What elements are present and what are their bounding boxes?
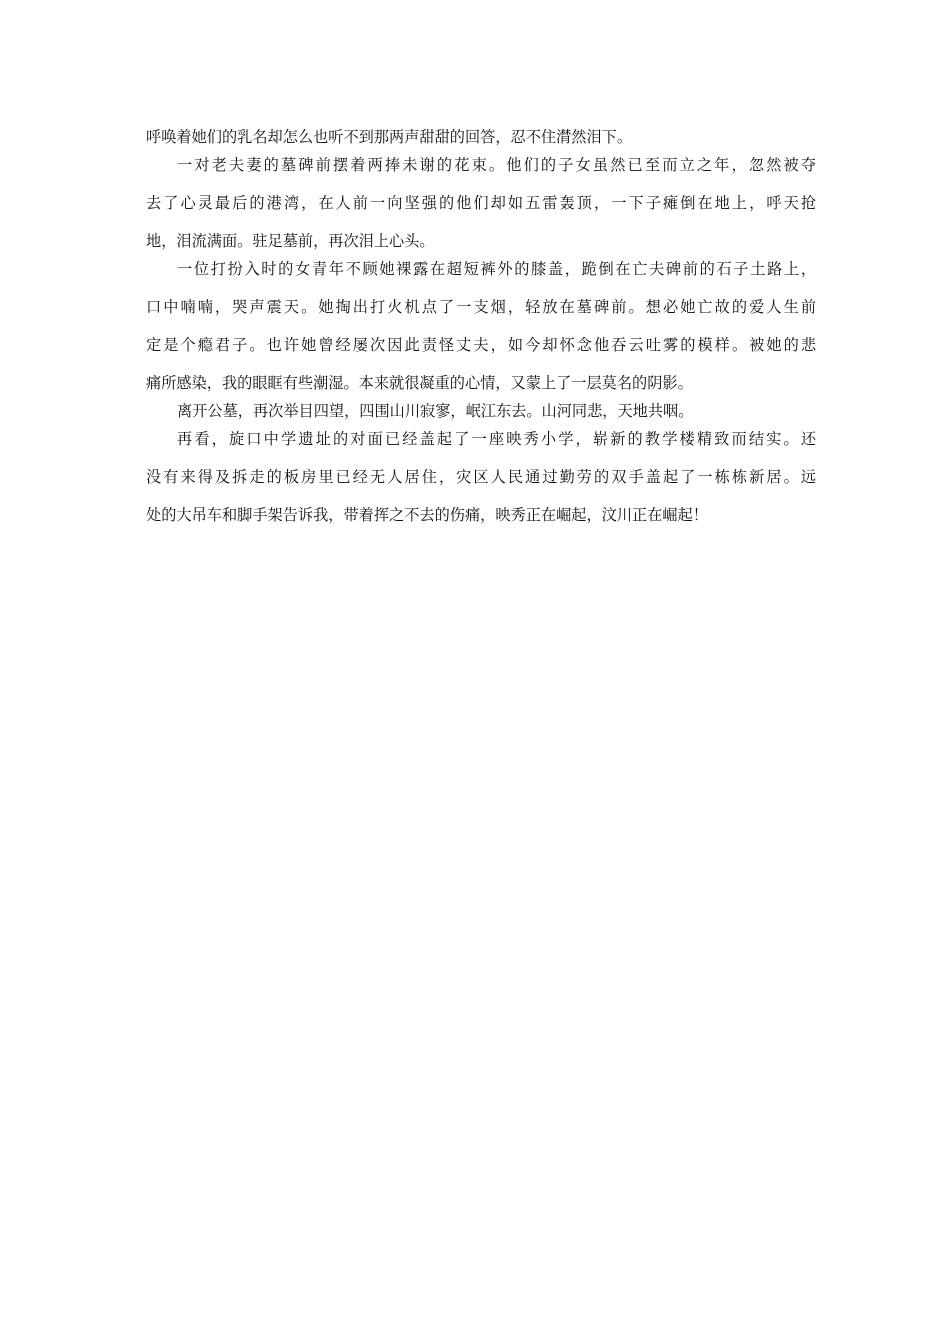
paragraph-line: 一对老夫妻的墓碑前摆着两捧未谢的花束。他们的子女虽然已至而立之年，忽然被夺 bbox=[177, 156, 816, 174]
paragraph-line: 呼唤着她们的乳名却怎么也听不到那两声甜甜的回答，忍不住潸然泪下。 bbox=[146, 128, 632, 146]
article-body bbox=[146, 122, 816, 538]
paragraph-line: 口中喃喃，哭声震天。她掏出打火机点了一支烟，轻放在墓碑前。想必她亡故的爱人生前 bbox=[146, 298, 816, 316]
paragraph-1 bbox=[146, 122, 816, 150]
paragraph-3 bbox=[146, 254, 816, 396]
paragraph-line: 没有来得及拆走的板房里已经无人居住，灾区人民通过勤劳的双手盖起了一栋栋新居。远 bbox=[146, 468, 816, 486]
paragraph-line: 去了心灵最后的港湾，在人前一向坚强的他们却如五雷轰顶，一下子瘫倒在地上，呼天抢 bbox=[146, 194, 816, 212]
paragraph-5 bbox=[146, 424, 816, 538]
paragraph-4 bbox=[146, 396, 816, 424]
paragraph-line: 地，泪流满面。驻足墓前，再次泪上心头。 bbox=[146, 232, 435, 250]
paragraph-line: 再看，旋口中学遗址的对面已经盖起了一座映秀小学，崭新的教学楼精致而结实。还 bbox=[177, 430, 816, 448]
paragraph-line: 痛所感染，我的眼眶有些潮湿。本来就很凝重的心情，又蒙上了一层莫名的阴影。 bbox=[146, 374, 693, 392]
paragraph-line: 处的大吊车和脚手架告诉我，带着挥之不去的伤痛，映秀正在崛起，汶川正在崛起！ bbox=[146, 506, 708, 524]
paragraph-line: 一位打扮入时的女青年不顾她裸露在超短裤外的膝盖，跪倒在亡夫碑前的石子土路上， bbox=[177, 260, 816, 278]
paragraph-line: 离开公墓，再次举目四望，四围山川寂寥，岷江东去。山河同悲，天地共咽。 bbox=[177, 402, 694, 420]
paragraph-2 bbox=[146, 150, 816, 254]
paragraph-line: 定是个瘾君子。也许她曾经屡次因此责怪丈夫，如今却怀念他吞云吐雾的模样。被她的悲 bbox=[146, 336, 816, 354]
